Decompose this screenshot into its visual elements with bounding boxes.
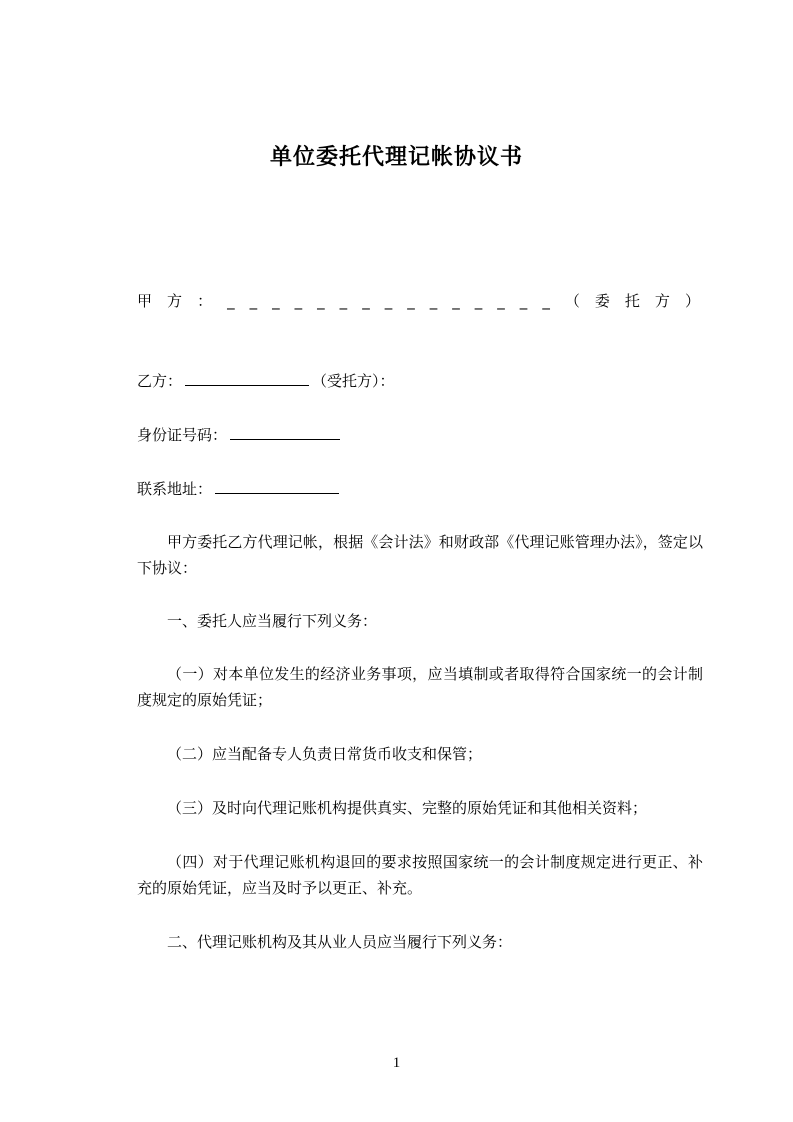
party-a-blank: _ <box>249 292 258 310</box>
section1-item: （三）及时向代理记账机构提供真实、完整的原始凭证和其他相关资料； <box>167 799 648 817</box>
section1-item: （四）对于代理记账机构退回的要求按照国家统一的会计制度规定进行更正、补充的原始凭证，应当及时予以更正、补充。 <box>137 853 703 897</box>
section1-heading: 一、委托人应当履行下列义务： <box>167 612 378 630</box>
party-a-blank: _ <box>497 292 505 310</box>
party-a-char: 甲 <box>137 292 153 310</box>
address-label: 联系地址： <box>137 480 213 498</box>
party-a-blank: _ <box>407 292 415 310</box>
party-a-char: ） <box>684 292 700 310</box>
section1-item: （一）对本单位发生的经济业务事项，应当填制或者取得符合国家统一的会计制度规定的原始凭证； <box>137 665 703 709</box>
party-a-blank: _ <box>339 292 348 310</box>
party-b-label: 乙方： <box>137 372 183 390</box>
party-a-blank: _ <box>452 292 460 310</box>
section2-heading: 二、代理记账机构及其从业人员应当履行下列义务： <box>167 933 513 951</box>
party-b-suffix: （受托方）： <box>312 372 395 390</box>
section1-item: （二）应当配备专人负责日常货币收支和保管； <box>167 745 483 763</box>
id-number-line <box>137 424 343 446</box>
page-number: 1 <box>392 1055 401 1071</box>
party-a-blank: _ <box>519 292 528 310</box>
address-line <box>137 478 342 500</box>
party-a-line <box>137 290 700 312</box>
party-a-char: 方 <box>167 292 183 310</box>
document-title: 单位委托代理记帐协议书 <box>269 145 523 170</box>
party-a-blank: _ <box>294 292 303 310</box>
party-a-char: ： <box>197 292 213 310</box>
party-b-blank[interactable] <box>185 371 309 386</box>
party-a-char: 委 <box>594 292 610 310</box>
party-a-blank: _ <box>272 292 280 310</box>
party-a-blank: _ <box>474 292 483 310</box>
party-a-char: （ <box>564 292 580 310</box>
id-number-blank[interactable] <box>230 425 340 440</box>
party-a-blank: _ <box>429 292 438 310</box>
address-blank[interactable] <box>215 479 339 494</box>
party-b-line <box>137 370 395 392</box>
party-a-blank: _ <box>362 292 370 310</box>
party-a-char: 托 <box>624 292 640 310</box>
id-number-label: 身份证号码： <box>137 426 228 444</box>
party-a-blank: _ <box>384 292 393 310</box>
party-a-blank: _ <box>542 292 550 310</box>
intro-paragraph: 甲方委托乙方代理记帐，根据《会计法》和财政部《代理记账管理办法》，签定以下协议： <box>137 533 703 577</box>
party-a-blank: _ <box>317 292 325 310</box>
party-a-blank: _ <box>227 292 235 310</box>
party-a-char: 方 <box>654 292 670 310</box>
